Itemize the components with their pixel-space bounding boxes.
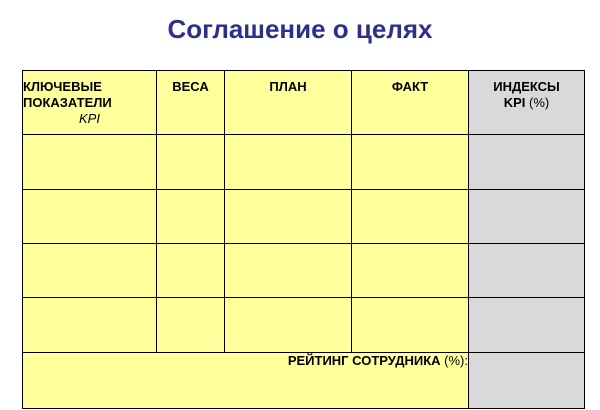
table-row: [23, 190, 585, 244]
kpi-index-cell: [469, 190, 585, 244]
weight-cell[interactable]: [157, 190, 225, 244]
header-kpi-indices-line2: KPI: [503, 95, 526, 110]
fact-cell[interactable]: [352, 298, 469, 353]
employee-rating-label: [23, 353, 469, 409]
header-row: [23, 71, 585, 135]
employee-rating-value: [469, 353, 585, 409]
weight-cell[interactable]: [157, 244, 225, 298]
header-key-indicators-line2: ПОКАЗАТЕЛИ: [23, 95, 112, 110]
kpi-index-cell: [469, 298, 585, 353]
employee-rating-text: РЕЙТИНГ СОТРУДНИКА: [287, 353, 441, 368]
weight-cell[interactable]: [157, 135, 225, 190]
rating-row: [23, 353, 585, 409]
header-key-indicators: [23, 71, 157, 135]
fact-cell[interactable]: [352, 244, 469, 298]
page-title: Соглашение о целях: [167, 14, 433, 44]
kpi-cell[interactable]: [23, 244, 157, 298]
plan-cell[interactable]: [225, 190, 352, 244]
kpi-cell[interactable]: [23, 190, 157, 244]
plan-cell[interactable]: [225, 244, 352, 298]
header-fact: ФАКТ: [352, 71, 469, 135]
plan-cell[interactable]: [225, 135, 352, 190]
header-kpi-subtitle: KPI: [79, 111, 100, 126]
kpi-cell[interactable]: [23, 298, 157, 353]
header-kpi-indices-line1: ИНДЕКСЫ: [493, 79, 560, 94]
header-weights: ВЕСА: [157, 71, 225, 135]
fact-cell[interactable]: [352, 135, 469, 190]
header-key-indicators-line1: КЛЮЧЕВЫЕ: [23, 79, 102, 94]
plan-cell[interactable]: [225, 298, 352, 353]
kpi-index-cell: [469, 244, 585, 298]
weight-cell[interactable]: [157, 298, 225, 353]
header-kpi-indices-unit: (%): [529, 95, 550, 110]
employee-rating-unit: (%):: [444, 353, 468, 368]
header-plan: ПЛАН: [225, 71, 352, 135]
table-row: [23, 298, 585, 353]
goals-agreement-table: [22, 70, 585, 409]
fact-cell[interactable]: [352, 190, 469, 244]
table-row: [23, 135, 585, 190]
header-kpi-indices: [469, 71, 585, 135]
kpi-index-cell: [469, 135, 585, 190]
table-row: [23, 244, 585, 298]
kpi-cell[interactable]: [23, 135, 157, 190]
